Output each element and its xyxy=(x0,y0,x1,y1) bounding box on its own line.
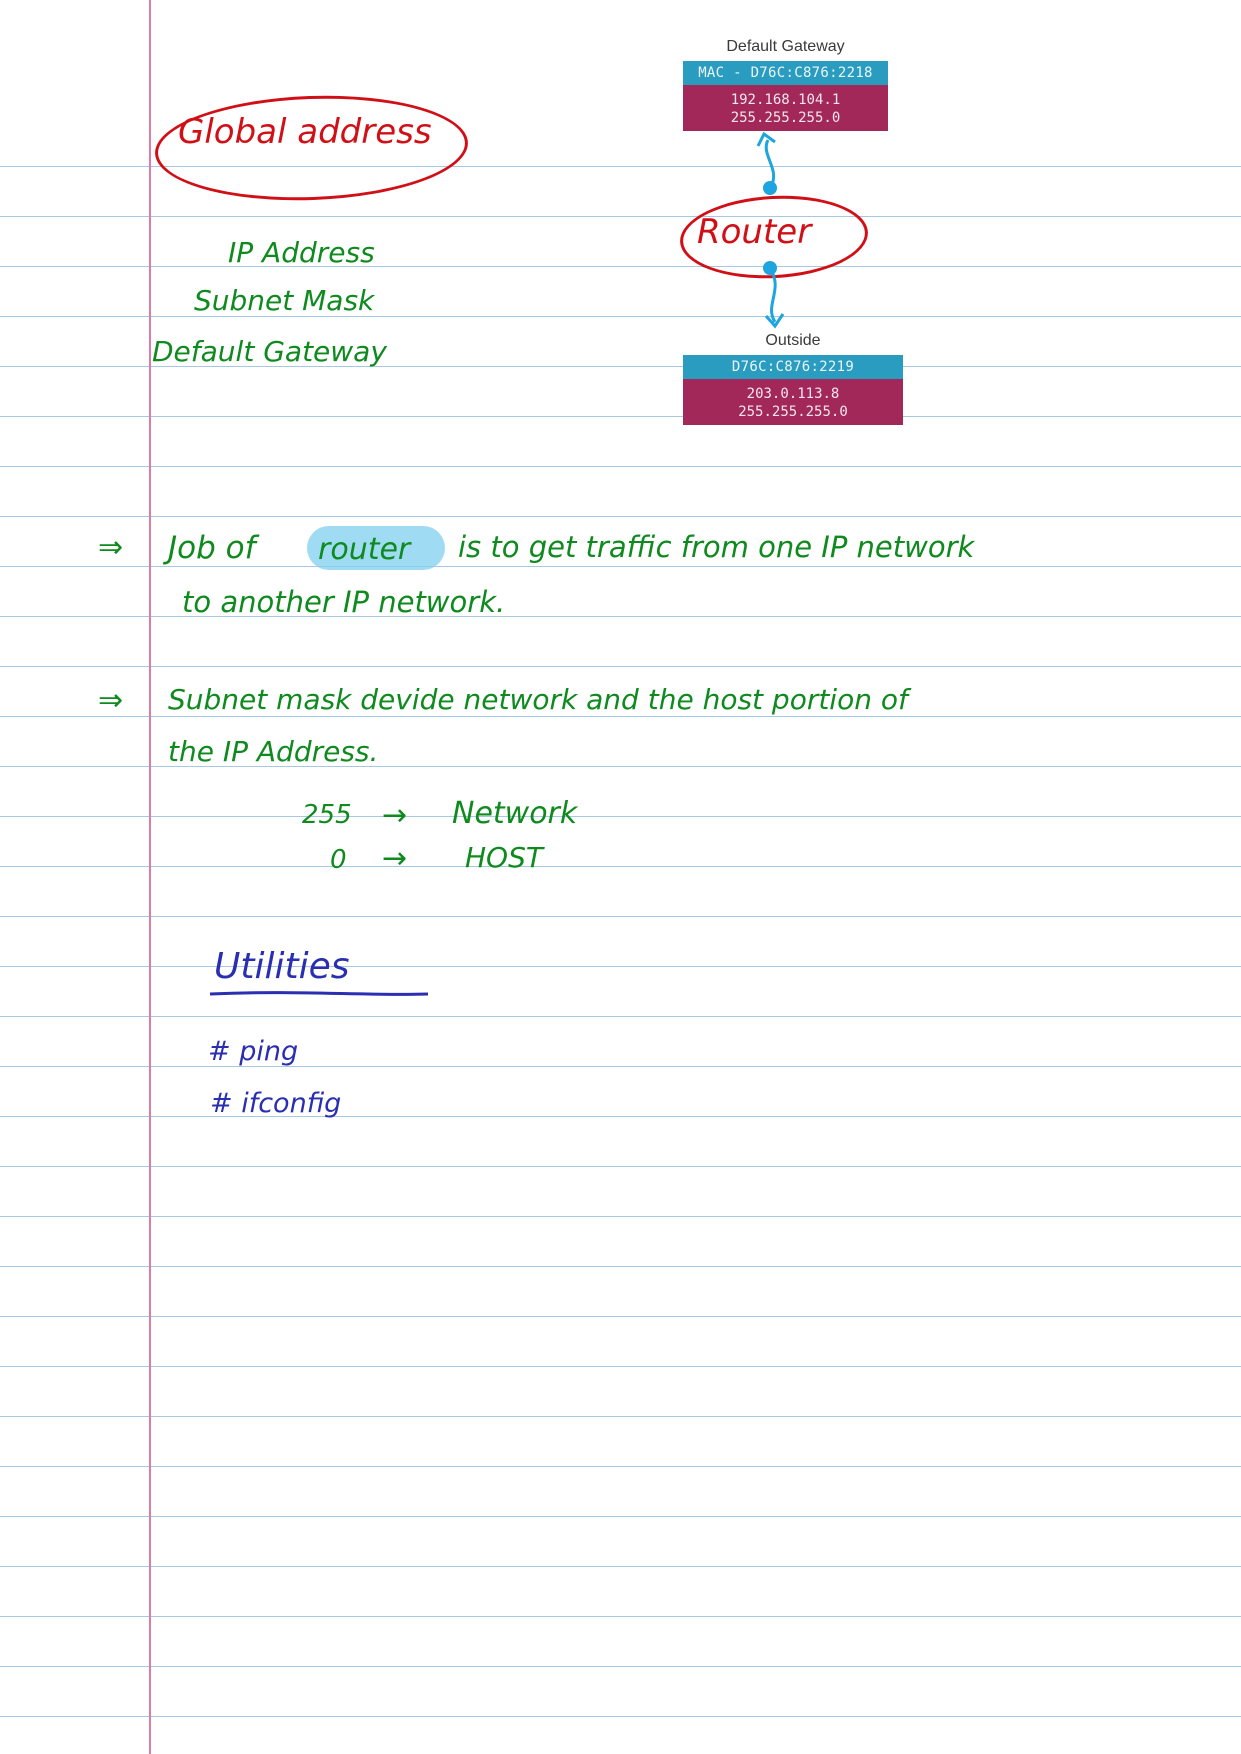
ruled-line xyxy=(0,866,1241,867)
utility-item: # ping xyxy=(208,1036,299,1067)
ruled-line xyxy=(0,466,1241,467)
ruled-line xyxy=(0,1616,1241,1617)
ruled-line xyxy=(0,416,1241,417)
up-connector-line xyxy=(766,140,773,188)
term-subnet-mask: Subnet Mask xyxy=(194,284,375,317)
ruled-line xyxy=(0,1566,1241,1567)
utility-item: # ifconfig xyxy=(210,1088,342,1119)
default-gateway-mac: MAC - D76C:C876:2218 xyxy=(683,61,888,85)
note1-line1-rest: is to get traffic from one IP network xyxy=(458,530,975,564)
mapping-value: 0 xyxy=(330,845,347,875)
up-connector-dot xyxy=(763,181,777,195)
default-gateway-ip-block xyxy=(683,85,888,131)
ruled-line xyxy=(0,716,1241,717)
utilities-title: Utilities xyxy=(214,946,350,987)
ruled-line xyxy=(0,1016,1241,1017)
ruled-line xyxy=(0,1366,1241,1367)
router-label: Router xyxy=(697,212,812,252)
default-gateway-mask: 255.255.255.0 xyxy=(730,110,841,126)
ruled-line xyxy=(0,566,1241,567)
ruled-line xyxy=(0,1216,1241,1217)
margin-line xyxy=(149,0,151,1754)
default-gateway-card xyxy=(683,38,888,131)
ruled-line xyxy=(0,966,1241,967)
ruled-line xyxy=(0,1316,1241,1317)
mapping-value: 255 xyxy=(302,800,352,830)
ruled-line xyxy=(0,1466,1241,1467)
note2-arrow: ⇒ xyxy=(98,683,124,718)
ruled-line xyxy=(0,266,1241,267)
outside-mac: D76C:C876:2219 xyxy=(683,355,903,379)
ruled-line xyxy=(0,1716,1241,1717)
note2-line1: Subnet mask devide network and the host portion of xyxy=(168,683,908,716)
outside-ip: 203.0.113.8 xyxy=(746,386,840,402)
outside-title: Outside xyxy=(765,332,821,349)
note1-arrow: ⇒ xyxy=(98,530,124,565)
ruled-line xyxy=(0,916,1241,917)
heading-global-address: Global address xyxy=(178,112,432,152)
ruled-line xyxy=(0,1116,1241,1117)
note1-prefix: Job of xyxy=(168,530,256,566)
utilities-underline xyxy=(210,993,428,995)
ruled-line xyxy=(0,316,1241,317)
ruled-line xyxy=(0,1066,1241,1067)
ruled-line xyxy=(0,1416,1241,1417)
outside-mask: 255.255.255.0 xyxy=(738,404,848,420)
ruled-line xyxy=(0,216,1241,217)
ruled-line xyxy=(0,516,1241,517)
ruled-line xyxy=(0,1166,1241,1167)
ruled-line xyxy=(0,1516,1241,1517)
mapping-meaning: HOST xyxy=(465,841,543,874)
term-default-gateway: Default Gateway xyxy=(152,335,387,368)
mapping-arrow-icon: → xyxy=(382,841,408,876)
mapping-meaning: Network xyxy=(452,796,578,831)
up-arrowhead-icon xyxy=(758,134,775,146)
note2-line2: the IP Address. xyxy=(168,735,379,768)
default-gateway-title: Default Gateway xyxy=(726,38,845,55)
ruled-line xyxy=(0,816,1241,817)
ruled-line xyxy=(0,666,1241,667)
note1-highlight-word: router xyxy=(318,532,411,567)
ruled-line xyxy=(0,1266,1241,1267)
outside-ip-block xyxy=(683,379,903,425)
mapping-arrow-icon: → xyxy=(382,798,408,833)
note1-line2: to another IP network. xyxy=(182,585,506,619)
ruled-line xyxy=(0,1666,1241,1667)
term-ip-address: IP Address xyxy=(228,236,375,269)
default-gateway-ip: 192.168.104.1 xyxy=(730,92,841,108)
outside-card xyxy=(683,332,903,425)
